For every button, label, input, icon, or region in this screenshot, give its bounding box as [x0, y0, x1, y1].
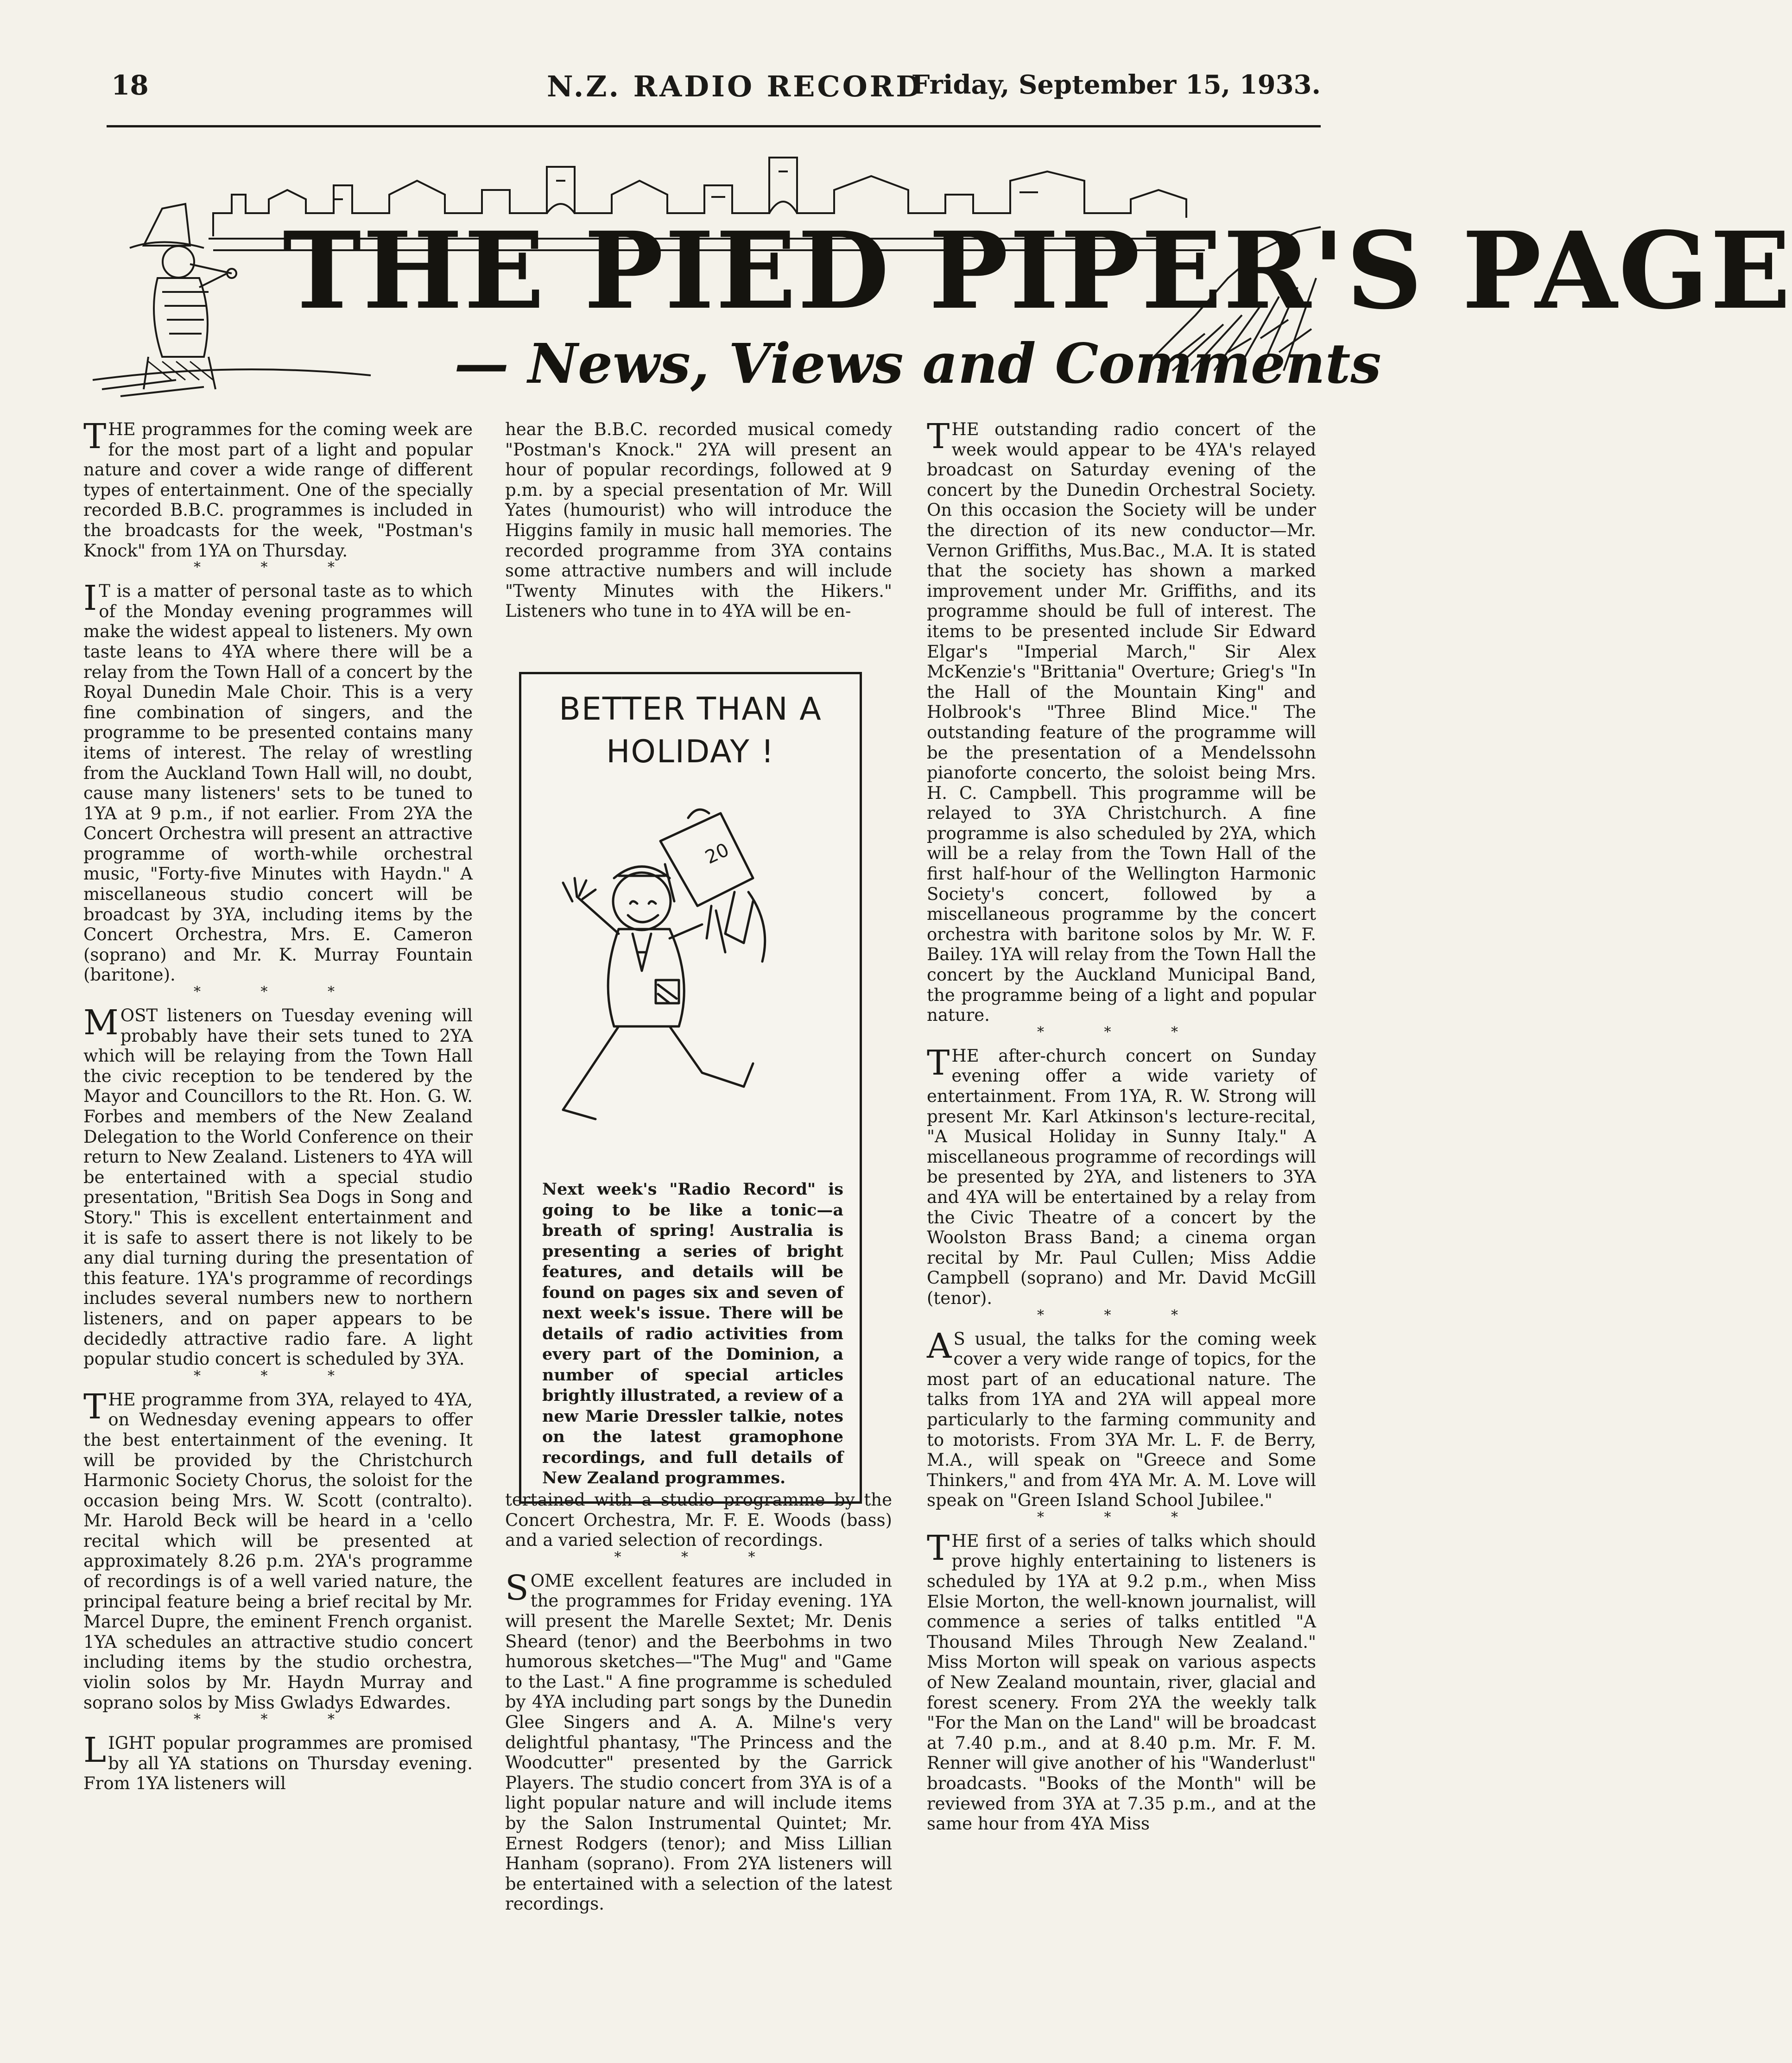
- article-paragraph: AS usual, the talks for the coming week cover a very wide range of topics, for the most part of an educational nature. The talks from 1YA and 2YA will appeal more particularly to the farming community and to motorists. From 3YA Mr. L. F. de Berry, M.A., will speak on "Greece and Some Thinkers," and from 4YA Mr. A. M. Love will speak on "Green Island School Jubilee.": [927, 1326, 1316, 1511]
- article-paragraph: MOST listeners on Tuesday evening will probably have their sets tuned to 2YA which will be relaying from the Town Hall the civic reception to be tendered by the Mayor and Councillors to the Rt. Hon. G. W. Forbes and members of the New Zealand Delegation to the World Conference on their return to New Zealand. Listeners to 4YA will be entertained with a special studio presentation, "British Sea Dogs in Song and Story." This is excellent entertainment and it is safe to assert there is not likely to be any dial turning during the presentation of this feature. 1YA's programme of recordings includes several numbers new to northern listeners, and on paper appears to be decidedly attractive radio fare. A light popular studio concert is scheduled by 3YA.: [83, 1003, 473, 1369]
- column-3: [927, 419, 1316, 1834]
- separator: * * *: [1037, 1509, 1206, 1525]
- banner-title: THE PIED PIPER'S PAGE: [283, 209, 1792, 333]
- ad-title: BETTER THAN A HOLIDAY !: [559, 691, 822, 770]
- article-paragraph: THE first of a series of talks which should prove highly entertaining to listeners is scheduled by 1YA at 9.2 p.m., when Miss Elsie Morton, the well-known journalist, will commence a series of talks entitled "A Thousand Miles Through New Zealand." Miss Morton will speak on various aspects of New Zealand mountain, river, glacial and forest scenery. From 2YA the weekly talk "For the Man on the Land" will be broadcast at 7.40 p.m., and at 8.40 p.m. Mr. F. M. Renner will give another of his "Wanderlust" broadcasts. "Books of the Month" will be reviewed from 3YA at 7.35 p.m., and at the same hour from 4YA Miss: [927, 1528, 1316, 1834]
- article-paragraph: THE programmes for the coming week are for the most part of a light and popular nature and cover a wide range of different types of entertainment. One of the specially recorded B.B.C. programmes is included in the broadcasts for the week, "Postman's Knock" from 1YA on Thursday.: [83, 417, 473, 561]
- advertisement-box: [519, 672, 862, 1504]
- banner-subtitle: — News, Views and Comments: [454, 331, 1381, 396]
- separator: * * *: [614, 1549, 783, 1565]
- separator: * * *: [1037, 1307, 1206, 1323]
- banner: [93, 139, 1792, 399]
- separator: * * *: [193, 559, 363, 576]
- suitcase-label: 20: [702, 839, 733, 869]
- article-paragraph: THE outstanding radio concert of the week would appear to be 4YA's relayed broadcast on Saturday evening of the concert by the Dunedin Orchestral Society. On this occasion the Society will be under the direction of its new conductor—Mr. Vernon Griffiths, Mus.Bac., M.A. It is stated that the society has shown a marked improvement under Mr. Griffiths, and its programme should be full of interest. The items to be presented include Sir Edward Elgar's "Imperial March," Sir Alex McKenzie's "Brittania" Overture; Grieg's "In the Hall of the Mountain King" and Holbrook's "Three Blind Mice." The outstanding feature of the programme will be the presentation of a Mendelssohn pianoforte concerto, the soloist being Mrs. H. C. Campbell. This programme will be relayed to 3YA Christchurch. A fine programme is also scheduled by 2YA, which will be a relay from the Town Hall of the first half-hour of the Wellington Harmonic Society's concert, followed by a miscellaneous programme by the concert orchestra with baritone solos by Mr. W. F. Bailey. 1YA will relay from the Town Hall the concert by the Auckland Municipal Band, the programme being of a light and popular nature.: [927, 417, 1316, 1025]
- separator: * * *: [1037, 1024, 1206, 1040]
- page-number: 18: [111, 70, 149, 101]
- article-paragraph: hear the B.B.C. recorded musical comedy "Postman's Knock." 2YA will present an hour of popular recordings, followed at 9 p.m. by a special presentation of Mr. Will Yates (humourist) who will introduce the Higgins family in music hall memories. The recorded programme from 3YA contains some attractive numbers and will include "Twenty Minutes with the Hikers." Listeners who tune in to 4YA will be en-: [505, 419, 892, 621]
- header-rule: [107, 125, 1321, 127]
- separator: * * *: [193, 1367, 363, 1384]
- issue-date: Friday, September 15, 1933.: [911, 70, 1321, 100]
- article-paragraph: tertained with a studio programme by the Concert Orchestra, Mr. F. E. Woods (bass) and a varied selection of recordings.: [505, 1490, 892, 1550]
- article-paragraph: THE after-church concert on Sunday evening offer a wide variety of entertainment. From 1YA, R. W. Strong will present Mr. Karl Atkinson's lecture-recital, "A Musical Holiday in Sunny Italy." A miscellaneous programme of recordings will be presented by 2YA, and listeners to 3YA and 4YA will be entertained by a relay from the Civic Theatre of a concert by the Woolston Brass Band; a cinema organ recital by Mr. Paul Cullen; Miss Addie Campbell (soprano) and Mr. David McGill (tenor).: [927, 1043, 1316, 1308]
- article-paragraph: IT is a matter of personal taste as to which of the Monday evening programmes will make the widest appeal to listeners. My own taste leans to 4YA where there will be a relay from the Town Hall of a concert by the Royal Dunedin Male Choir. This is a very fine combination of singers, and the programme to be presented contains many items of interest. The relay of wrestling from the Auckland Town Hall will, no doubt, cause many listeners' sets to be tuned to 1YA at 9 p.m., if not earlier. From 2YA the Concert Orchestra will present an attractive programme of worth-while orchestral music, "Forty-five Minutes with Haydn." A miscellaneous studio concert will be broadcast by 3YA, including items by the Concert Orchestra, Mrs. E. Cameron (soprano) and Mr. K. Murray Fountain (baritone).: [83, 578, 473, 985]
- running-man-illustration: [549, 785, 836, 1165]
- article-paragraph: LIGHT popular programmes are promised by all YA stations on Thursday evening. From 1YA listeners will: [83, 1730, 473, 1794]
- column-2-top: [505, 419, 892, 621]
- page-header: [107, 70, 1321, 111]
- separator: * * *: [193, 984, 363, 1000]
- ad-body: Next week's "Radio Record" is going to be like a tonic—a breath of spring! Australia is presenting a series of bright features, and details will be found on pages six and seven of next week's issue. There will be details of radio activities from every part of the Dominion, a number of special articles brightly illustrated, a review of a new Marie Dressler talkie, notes on the latest gramophone recordings, and full details of New Zealand programmes.: [542, 1180, 843, 1487]
- article-paragraph: SOME excellent features are included in the programmes for Friday evening. 1YA will present the Marelle Sextet; Mr. Denis Sheard (tenor) and the Beerbohms in two humorous sketches—"The Mug" and "Game to the Last." A fine programme is scheduled by 4YA including part songs by the Dunedin Glee Singers and A. A. Milne's very delightful phantasy, "The Princess and the Woodcutter" presented by the Garrick Players. The studio concert from 3YA is of a light popular nature and will include items by the Salon Instrumental Quintet; Mr. Ernest Rodgers (tenor); and Miss Lillian Hanham (soprano). From 2YA listeners will be entertained with a selection of the latest recordings.: [505, 1568, 892, 1914]
- column-2-bottom: [505, 1490, 892, 1914]
- masthead: N.Z. RADIO RECORD: [547, 70, 924, 103]
- separator: * * *: [193, 1711, 363, 1728]
- article-paragraph: THE programme from 3YA, relayed to 4YA, on Wednesday evening appears to offer the best entertainment of the evening. It will be provided by the Christchurch Harmonic Society Chorus, the soloist for the occasion being Mrs. W. Scott (contralto). Mr. Harold Beck will be heard in a 'cello recital which will be presented at approximately 8.26 p.m. 2YA's programme of recordings is of a well varied nature, the principal feature being a brief recital by Mr. Marcel Dupre, the eminent French organist. 1YA schedules an attractive studio concert including items by the studio orchestra, violin solos by Mr. Haydn Murray and soprano solos by Miss Gwladys Edwardes.: [83, 1386, 473, 1713]
- column-1: [83, 419, 473, 1794]
